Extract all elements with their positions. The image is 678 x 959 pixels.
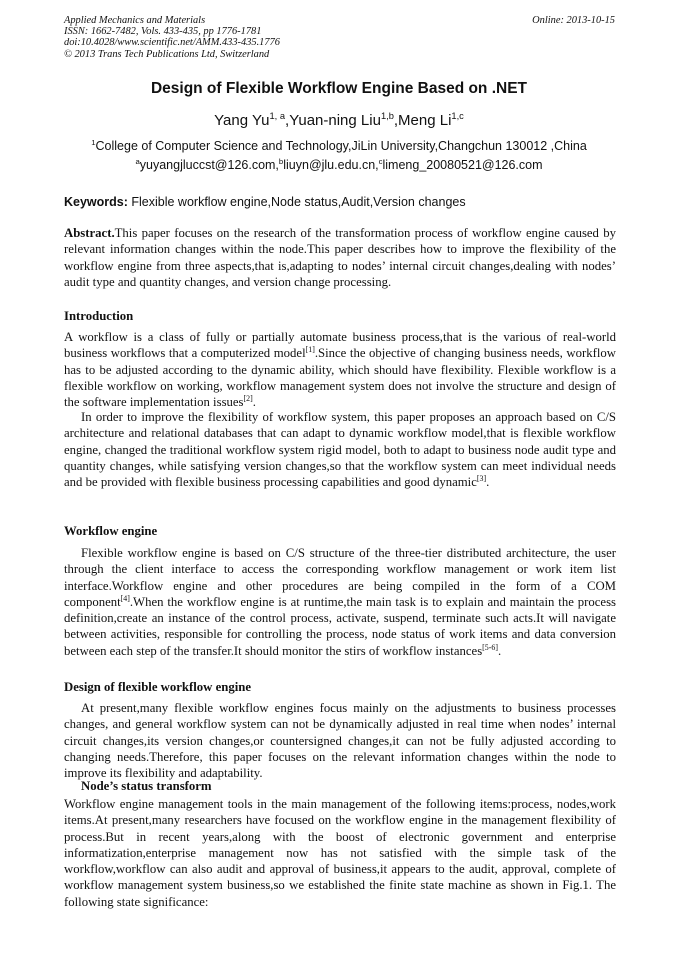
author-sep: , (285, 112, 290, 129)
abstract-label: Abstract. (64, 226, 115, 240)
email-list (0, 158, 678, 172)
section-heading-design: Design of flexible workflow engine (64, 680, 251, 694)
email-sup: c (378, 156, 383, 166)
affiliation-text: College of Computer Science and Technology,JiLin University,Changchun 130012 ,China (95, 139, 587, 153)
email-sup: b (278, 156, 284, 166)
design-paragraph: At present,many flexible workflow engines focus mainly on the adjustments to business processes changes, and general workflow system can not be dynamically adjusted in real time when nodes’ internal circuit changes,its version changes,or countersigned changes,it can not be fully adjusted according to changing needs.Therefore, this paper focuses on the relevant information changes within the node to improve its flexibility and adaptability. (64, 701, 616, 781)
section-heading-introduction: Introduction (64, 309, 134, 323)
intro-text: In order to improve the flexibility of workflow system, this paper proposes an approach based on C/S architecture and relational databases that can adapt to dynamic workflow model,that is flexible workflow engine, changed the traditional workflow system rigid model, both to adapt to business node audit type and quantity changes, while satisfying version changes,so that the workflow system can meet individual needs and be provided with flexible business processing capabilities and good dynamic (64, 410, 616, 490)
keywords-label: Keywords: (64, 195, 128, 209)
abstract-text: This paper focuses on the research of the transformation process of workflow engine caused by relevant information changes within the node.This paper describes how to improve the flexibility of the workflow engine from three aspects,that is,adapting to nodes’ internal circuit changes,dealing with nodes’ audit type and quantity changes, and version change processing. (64, 226, 616, 289)
paper-title: Design of Flexible Workflow Engine Based on .NET (150, 80, 528, 97)
copyright-line: © 2013 Trans Tech Publications Ltd, Switzerland (64, 48, 270, 60)
subsection-heading-node-status: Node’s status transform (81, 779, 212, 793)
journal-name: Applied Mechanics and Materials (64, 15, 206, 26)
email-sup: a (135, 156, 140, 166)
email-link[interactable]: limeng_20080521@126.com (382, 158, 543, 172)
author-list (0, 112, 678, 129)
author-sup: 1, a (269, 111, 286, 121)
citation-ref[interactable]: [4] (120, 593, 130, 603)
author-name: Yuan-ning Liu (289, 112, 381, 129)
doi-line: doi:10.4028/www.scientific.net/AMM.433-435.1776 (64, 37, 280, 49)
intro-paragraph-2 (64, 409, 616, 490)
section-heading-workflow-engine: Workflow engine (64, 524, 158, 538)
author-sup: 1,c (451, 111, 464, 121)
affiliation-sup: 1 (91, 137, 96, 147)
node-status-paragraph: Workflow engine management tools in the main management of the following items:process, nodes,work items.At present,many researchers have focused on the workflow engine in the management flexibility of process.But in recent years,along with the boost of electronic government and enterprise informatization,enterprise management now has not satisfied with the simple task of the workflow,workflow can also audit and approval of business,it appears to the audit, approval, complete of workflow management system business,so we established the finite state machine as shown in Fig.1. The following state significance: (64, 797, 616, 909)
body-text: Flexible workflow engine is based on C/S structure of the three-tier distributed architecture, the user through the client interface to access the corresponding workflow management or work item list interface.Workflow engine and other procedures are being compiled in the form of a COM component (64, 546, 616, 609)
citation-ref[interactable]: [3] (476, 473, 487, 483)
online-date: Online: 2013-10-15 (532, 15, 615, 26)
citation-ref[interactable]: [1] (305, 345, 315, 355)
issn-line: ISSN: 1662-7482, Vols. 433-435, pp 1776-1781 (64, 26, 262, 38)
workflow-engine-paragraph (64, 545, 616, 659)
citation-ref[interactable]: [5-6] (482, 642, 498, 652)
intro-text: .Since the objective of changing business needs, workflow has to be adjusted according to the dynamic ability, which should have flexibility. Flexible workflow is a flexible workflow on working, workflow management system does not involve the structure and design of the software implementation issues (64, 346, 616, 410)
intro-text: . (486, 475, 490, 490)
email-link[interactable]: yuyangjluccst@126.com, (139, 158, 279, 172)
citation-ref[interactable]: [2] (243, 393, 253, 403)
intro-text: . (252, 395, 256, 410)
running-header (64, 15, 615, 60)
intro-paragraph-1 (64, 329, 616, 410)
abstract (64, 225, 616, 290)
author-name: Yang Yu (214, 112, 270, 129)
author-sup: 1,b (380, 111, 394, 121)
author-sep: , (393, 112, 399, 129)
keywords (64, 195, 616, 209)
email-link[interactable]: liuyn@jlu.edu.cn, (283, 158, 379, 172)
body-text: . (497, 643, 502, 658)
intro-text: A workflow is a class of fully or partially automate business process,that is the various of real-world business workflows that a computerized model (64, 330, 616, 361)
body-text: .When the workflow engine is at runtime,the main task is to explain and maintain the process definition,create an instance of the control process, activate, suspend, terminate such acts.It will navigate between activities, responsible for controlling the process, node status of work items and data conversion between each step of the transfer.It should monitor the stirs of workflow instances (64, 594, 616, 658)
keywords-text: Flexible workflow engine,Node status,Audit,Version changes (127, 195, 466, 209)
affiliation (0, 139, 678, 153)
author-name: Meng Li (398, 112, 452, 129)
